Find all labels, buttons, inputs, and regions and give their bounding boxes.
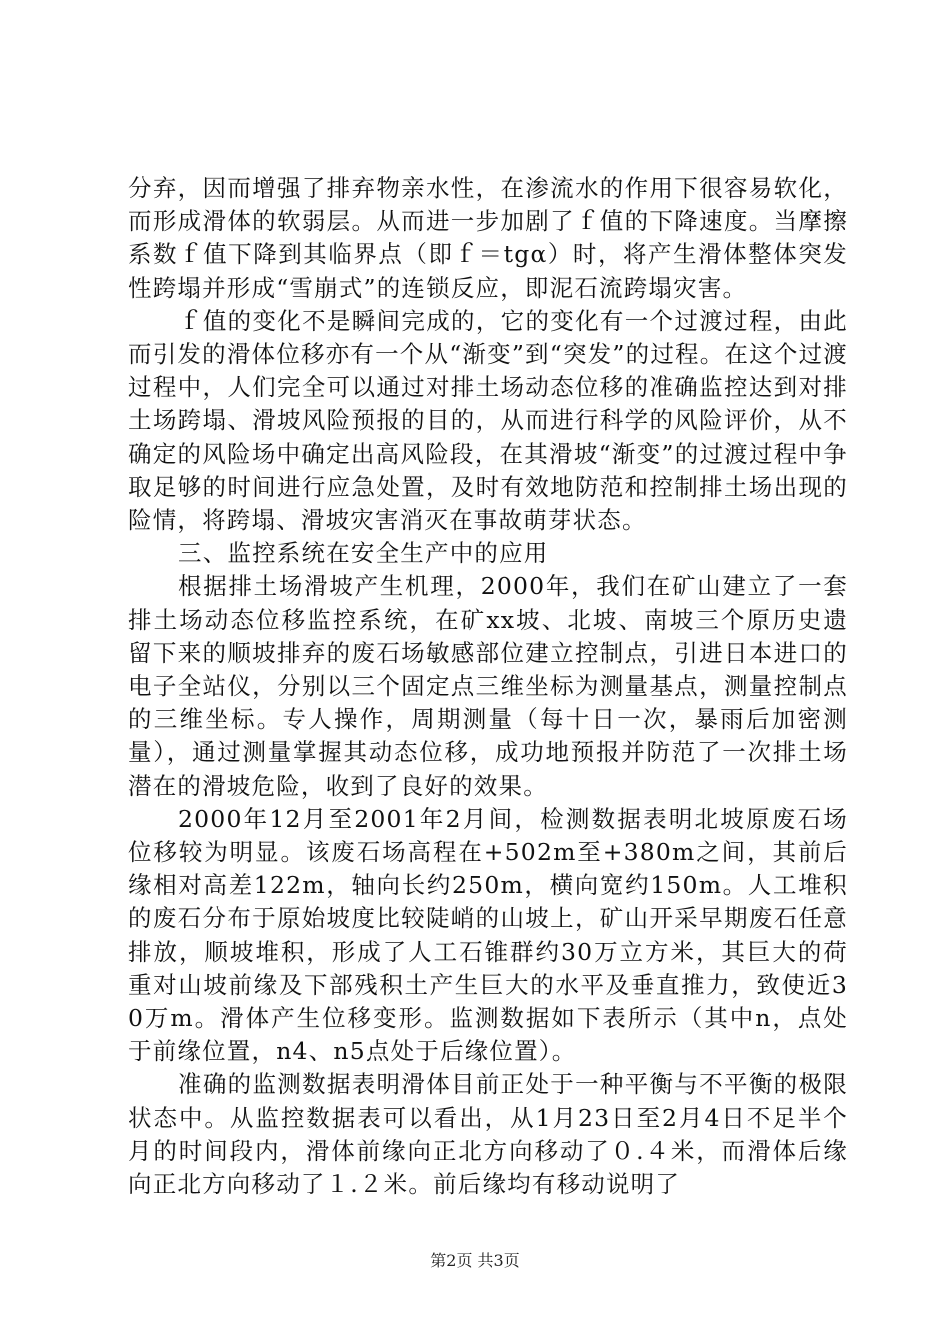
paragraph-monitoring-system: 根据排土场滑坡产生机理，2000年，我们在矿山建立了一套排土场动态位移监控系统，在矿xx坡、北坡、南坡三个原历史遗留下来的顺坡排弃的废石场敏感部位建立控制点，引进日本进口的电子全站仪，分别以三个固定点三维坐标为测量基点，测量控制点的三维坐标。专人操作，周期测量（每十日一次，暴雨后加密测量），通过测量掌握其动态位移，成功地预报并防范了一次排土场潜在的滑坡危险，收到了良好的效果。 [128,572,848,800]
document-body [128,172,848,1201]
paragraph-monitoring-conclusion: 准确的监测数据表明滑体目前正处于一种平衡与不平衡的极限状态中。从监控数据表可以看出，从1月23日至2月4日不足半个月的时间段内，滑体前缘向正北方向移动了０.４米，而滑体后缘向正北方向移动了１.２米。前后缘均有移动说明了 [128,1070,848,1199]
paragraph-f-value-transition: ｆ值的变化不是瞬间完成的，它的变化有一个过渡过程，由此而引发的滑体位移亦有一个从“渐变”到“突发”的过程。在这个过渡过程中，人们完全可以通过对排土场动态位移的准确监控达到对排土场跨塌、滑坡风险预报的目的，从而进行科学的风险评价，从不确定的风险场中确定出高风险段，在其滑坡“渐变”的过渡过程中争取足够的时间进行应急处置，及时有效地防范和控制排土场出现的险情，将跨塌、滑坡灾害消灭在事故萌芽状态。 [128,306,848,535]
paragraph-north-slope-data: 2000年12月至2001年2月间，检测数据表明北坡原废石场位移较为明显。该废石场高程在+502m至+380m之间，其前后缘相对高差122m，轴向长约250m，横向宽约150m。人工堆积的废石分布于原始坡度比较陡峭的山坡上，矿山开采早期废石任意排放，顺坡堆积，形成了人工石锥群约30万立方米，其巨大的荷重对山坡前缘及下部残积土产生巨大的水平及垂直推力，致使近30万m。滑体产生位移变形。监测数据如下表所示（其中n，点处于前缘位置，n4、n5点处于后缘位置）。 [128,804,848,1066]
page-footer: 第2页 共3页 [430,1251,520,1270]
section-heading: 三、监控系统在安全生产中的应用 [178,539,549,568]
paragraph-continuation: 分弃，因而增强了排弃物亲水性，在渗流水的作用下很容易软化，而形成滑体的软弱层。从而进一步加剧了ｆ值的下降速度。当摩擦系数ｆ值下降到其临界点（即ｆ＝tgα）时，将产生滑体整体突发性跨塌并形成“雪崩式”的连锁反应，即泥石流跨塌灾害。 [128,174,848,302]
